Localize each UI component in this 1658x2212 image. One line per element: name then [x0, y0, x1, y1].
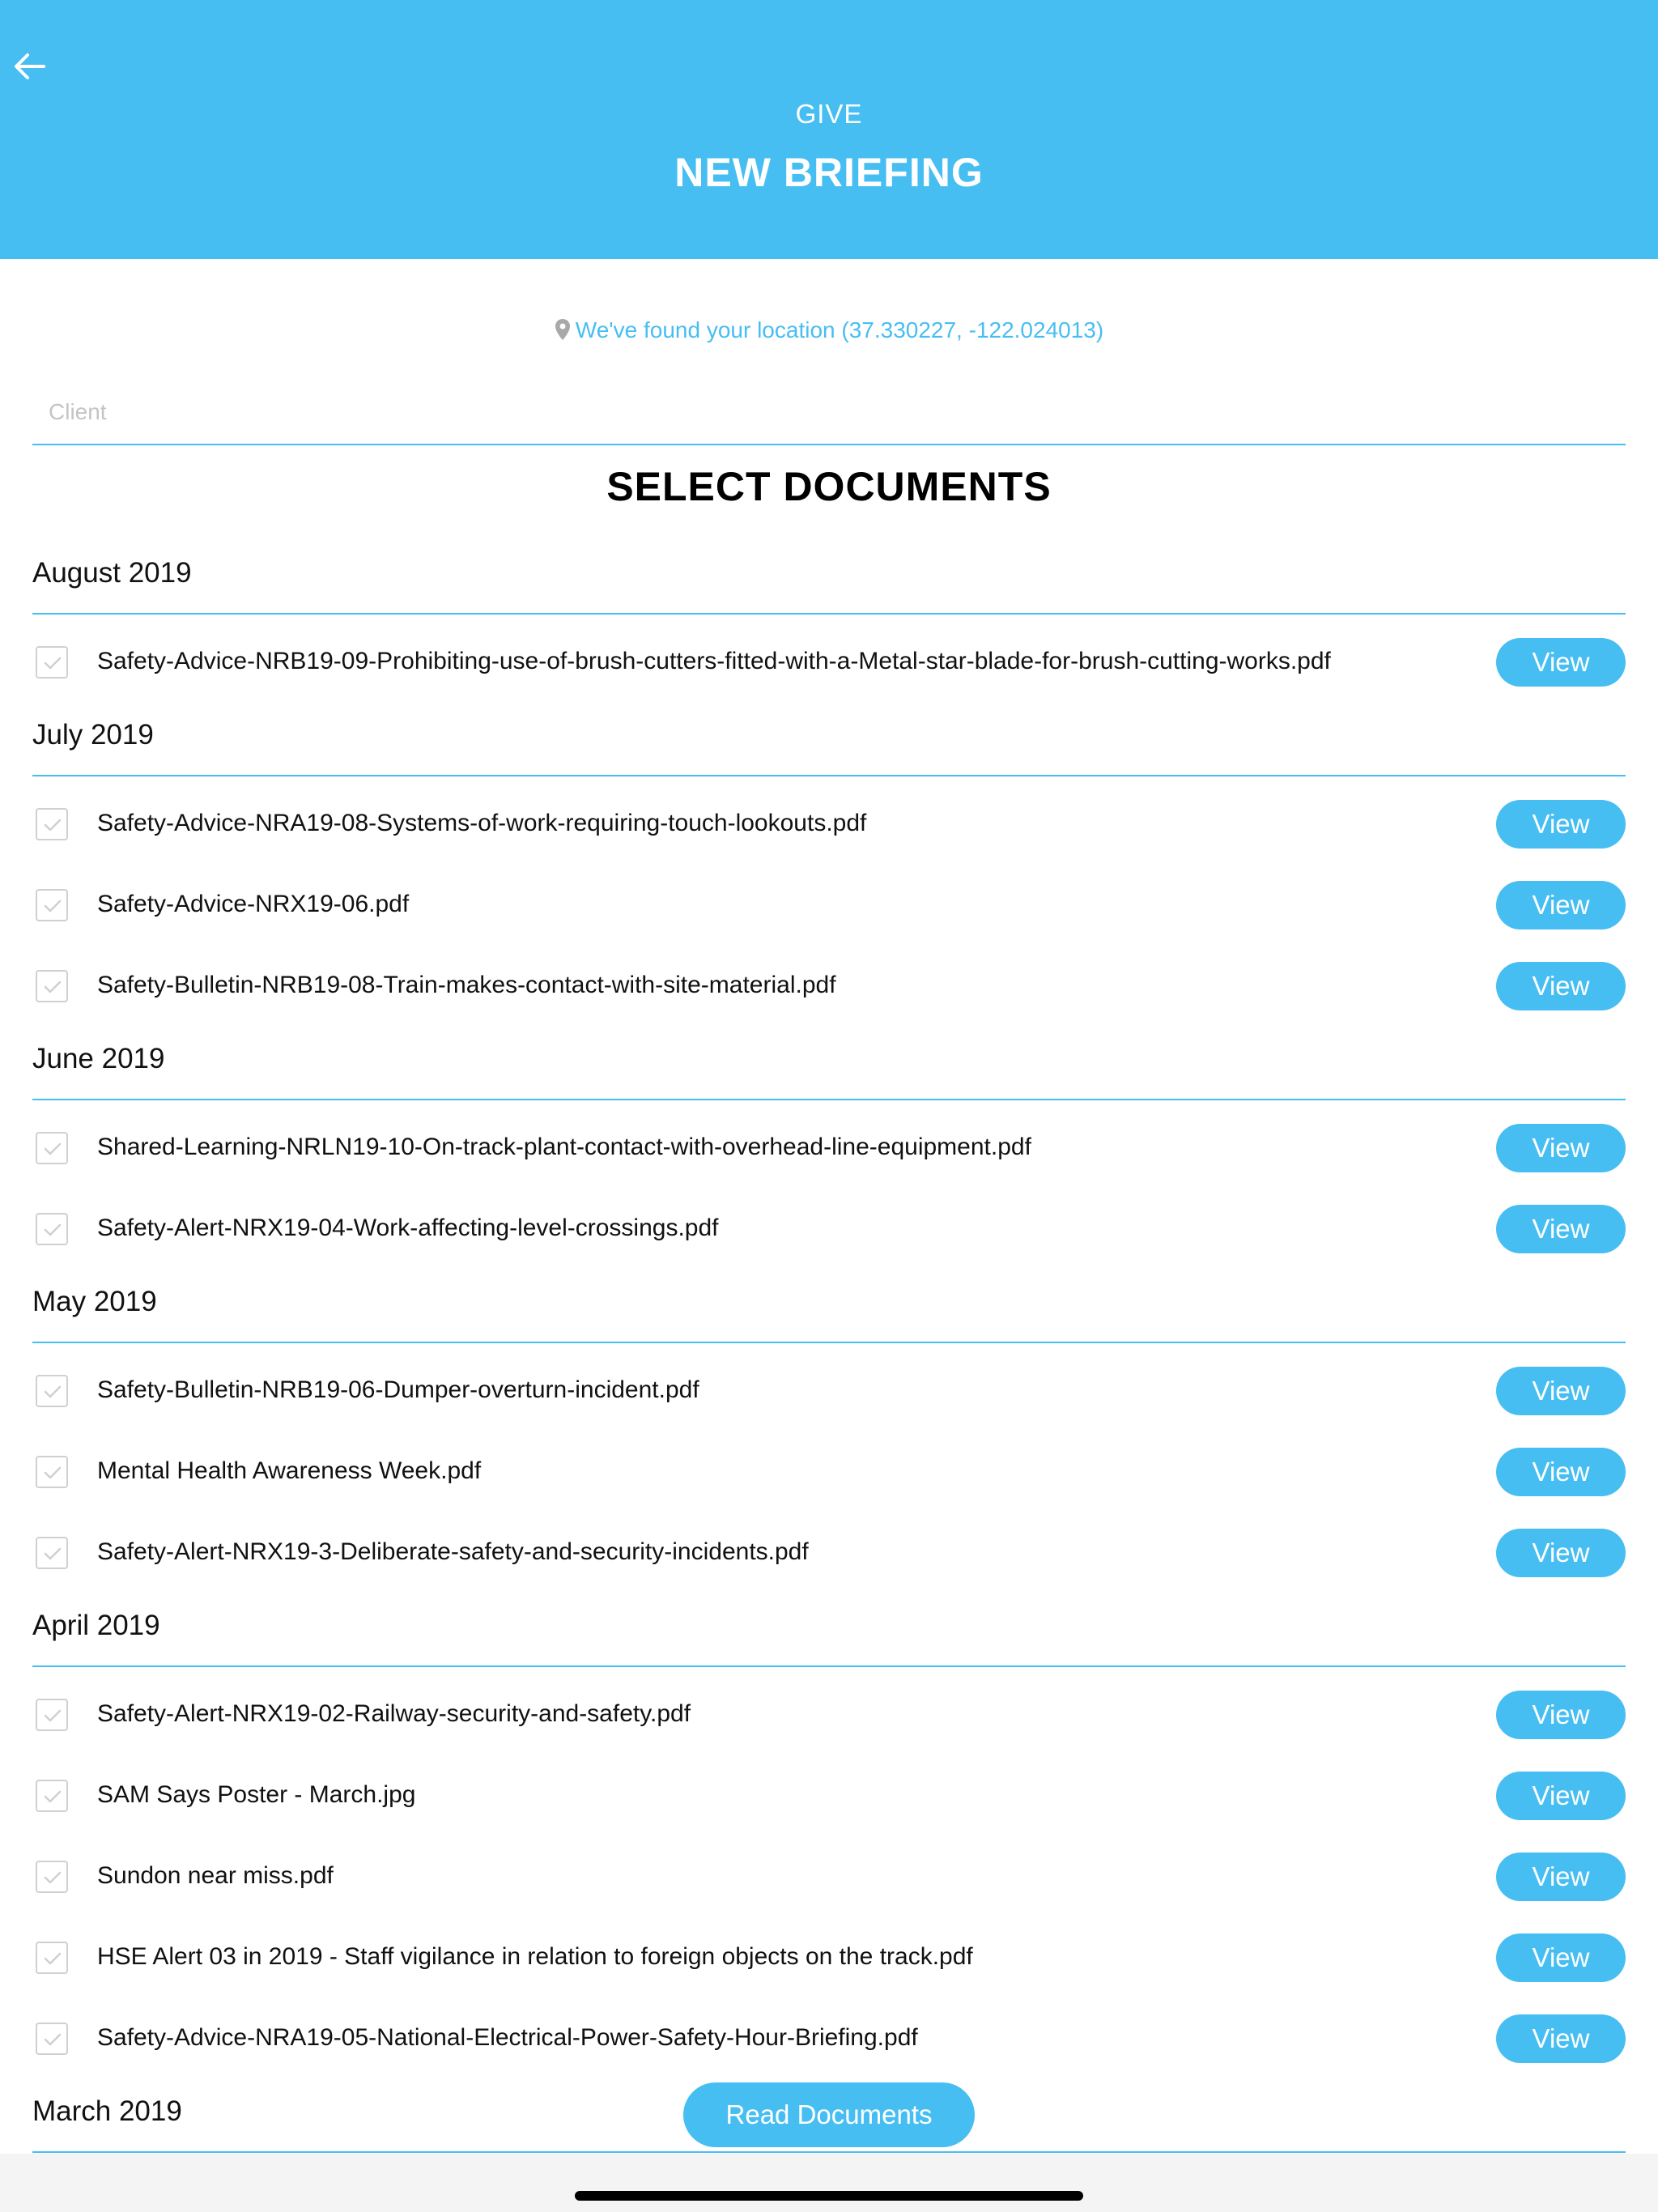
document-checkbox[interactable] — [36, 1699, 68, 1731]
header-subtitle: GIVE — [795, 99, 863, 129]
document-checkbox[interactable] — [36, 808, 68, 840]
document-row — [0, 776, 1658, 865]
document-row — [0, 1431, 1658, 1512]
document-name: Safety-Alert-NRX19-02-Railway-security-and-safety.pdf — [97, 1700, 691, 1727]
document-name: Safety-Advice-NRA19-05-National-Electrical-Power-Safety-Hour-Briefing.pdf — [97, 2024, 918, 2051]
view-button[interactable]: View — [1496, 1772, 1626, 1820]
document-checkbox[interactable] — [36, 1537, 68, 1569]
document-row — [0, 865, 1658, 946]
document-name: Safety-Alert-NRX19-3-Deliberate-safety-and-security-incidents.pdf — [97, 1538, 809, 1565]
document-name: Safety-Advice-NRB19-09-Prohibiting-use-of-brush-cutters-fitted-with-a-Metal-star-blade-for-brush-cutting-works.pdf — [97, 648, 1331, 674]
view-button[interactable]: View — [1496, 1933, 1626, 1982]
document-name: Mental Health Awareness Week.pdf — [97, 1457, 482, 1484]
document-row — [0, 1512, 1658, 1593]
group-label: March 2019 — [32, 2095, 182, 2127]
group-header — [0, 1593, 1658, 1667]
document-name: Safety-Bulletin-NRB19-06-Dumper-overturn-incident.pdf — [97, 1376, 699, 1403]
document-checkbox[interactable] — [36, 1942, 68, 1974]
document-name: Sundon near miss.pdf — [97, 1862, 334, 1889]
document-row — [0, 615, 1658, 703]
document-checkbox[interactable] — [36, 1456, 68, 1488]
view-button[interactable]: View — [1496, 1205, 1626, 1253]
arrow-left-icon — [11, 50, 49, 83]
document-checkbox[interactable] — [36, 646, 68, 678]
client-input[interactable] — [32, 379, 1626, 445]
back-button[interactable] — [11, 50, 49, 83]
group-header — [0, 703, 1658, 776]
bottom-bar — [0, 2154, 1658, 2212]
group-header — [0, 541, 1658, 615]
document-checkbox[interactable] — [36, 889, 68, 921]
view-button[interactable]: View — [1496, 1691, 1626, 1739]
document-checkbox[interactable] — [36, 1375, 68, 1407]
read-documents-button[interactable]: Read Documents — [683, 2082, 975, 2147]
view-button[interactable]: View — [1496, 962, 1626, 1010]
document-checkbox[interactable] — [36, 970, 68, 1002]
group-header — [0, 1270, 1658, 1343]
document-row — [0, 1343, 1658, 1431]
group-header — [0, 1027, 1658, 1100]
group-label: July 2019 — [32, 719, 154, 751]
location-status — [0, 317, 1658, 347]
view-button[interactable]: View — [1496, 1448, 1626, 1496]
document-checkbox[interactable] — [36, 1861, 68, 1893]
group-label: August 2019 — [32, 557, 192, 589]
group-label: April 2019 — [32, 1610, 160, 1641]
view-button[interactable]: View — [1496, 1124, 1626, 1172]
group-divider — [32, 2151, 1626, 2153]
map-pin-icon — [555, 318, 571, 347]
document-row — [0, 946, 1658, 1027]
view-button[interactable]: View — [1496, 1367, 1626, 1415]
view-button[interactable]: View — [1496, 638, 1626, 687]
location-text: We've found your location (37.330227, -122.024013) — [575, 317, 1104, 342]
document-name: Safety-Advice-NRX19-06.pdf — [97, 891, 410, 917]
header-bar — [0, 0, 1658, 259]
view-button[interactable]: View — [1496, 1529, 1626, 1577]
document-name: Shared-Learning-NRLN19-10-On-track-plant-contact-with-overhead-line-equipment.pdf — [97, 1134, 1031, 1160]
group-label: May 2019 — [32, 1286, 157, 1317]
section-title: SELECT DOCUMENTS — [606, 464, 1052, 509]
document-name: Safety-Advice-NRA19-08-Systems-of-work-requiring-touch-lookouts.pdf — [97, 810, 867, 836]
document-row — [0, 1917, 1658, 1998]
document-name: HSE Alert 03 in 2019 - Staff vigilance in relation to foreign objects on the track.pdf — [97, 1943, 973, 1970]
view-button[interactable]: View — [1496, 800, 1626, 849]
document-name: Safety-Alert-NRX19-04-Work-affecting-level-crossings.pdf — [97, 1214, 719, 1241]
document-checkbox[interactable] — [36, 2023, 68, 2055]
home-indicator — [575, 2191, 1083, 2201]
document-row — [0, 1755, 1658, 1836]
document-list — [0, 541, 1658, 2153]
document-row — [0, 1189, 1658, 1270]
group-label: June 2019 — [32, 1043, 165, 1074]
page-title: NEW BRIEFING — [674, 150, 984, 195]
document-checkbox[interactable] — [36, 1132, 68, 1164]
view-button[interactable]: View — [1496, 881, 1626, 929]
view-button[interactable]: View — [1496, 1853, 1626, 1901]
document-row — [0, 1100, 1658, 1189]
document-name: Safety-Bulletin-NRB19-08-Train-makes-contact-with-site-material.pdf — [97, 972, 836, 998]
document-name: SAM Says Poster - March.jpg — [97, 1781, 416, 1808]
document-checkbox[interactable] — [36, 1213, 68, 1245]
document-row — [0, 1667, 1658, 1755]
document-row — [0, 1998, 1658, 2079]
document-row — [0, 1836, 1658, 1917]
document-checkbox[interactable] — [36, 1780, 68, 1812]
view-button[interactable]: View — [1496, 2014, 1626, 2063]
